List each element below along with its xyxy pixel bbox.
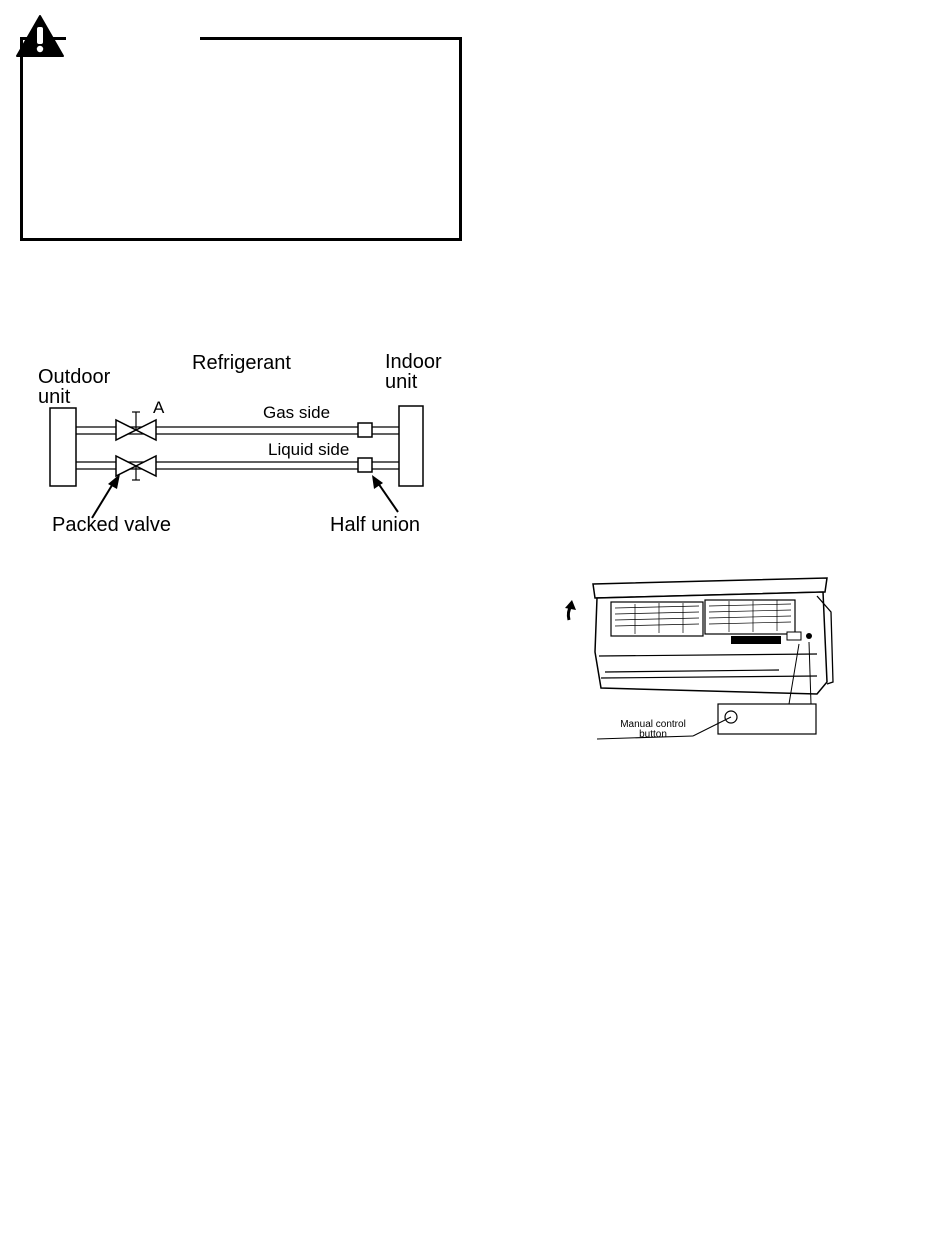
manual-control-label-line2: button: [639, 729, 667, 740]
warning-box: [20, 37, 462, 241]
gas-half-union: [358, 423, 372, 437]
gas-valve: [116, 420, 136, 440]
indoor-unit-box: [399, 406, 423, 486]
gas-side-label: Gas side: [263, 403, 331, 422]
valve-marker-a: A: [153, 398, 165, 417]
manual-control-label-line1: Manual control: [620, 719, 686, 730]
manual-control-label: [613, 720, 693, 740]
indoor-unit-illustration: [555, 572, 835, 747]
liquid-valve: [116, 456, 136, 476]
outdoor-unit-label-line: Outdoor unit: [38, 366, 111, 408]
liquid-half-union: [358, 458, 372, 472]
half-union-label: Half union: [330, 514, 421, 536]
warning-triangle-icon: [15, 14, 65, 58]
liquid-side-label: Liquid side: [268, 440, 350, 459]
refrigerant-piping-diagram: [30, 340, 460, 540]
refrigerant-label: Refrigerant: [192, 352, 291, 374]
indoor-unit-drawing: [555, 572, 835, 747]
outdoor-unit-box: [50, 408, 76, 486]
packed-valve-label: Packed valve: [52, 514, 171, 536]
warning-heading-gap: [66, 30, 200, 44]
indoor-unit-label-line: Indoor unit: [385, 351, 442, 393]
